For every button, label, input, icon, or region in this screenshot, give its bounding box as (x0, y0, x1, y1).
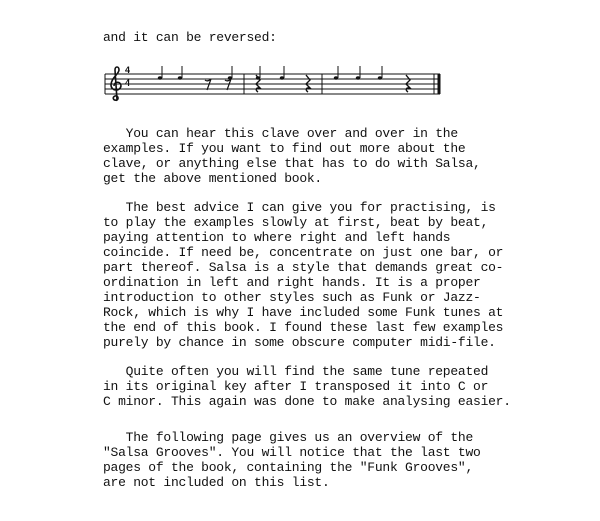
paragraph-2-line-5: part thereof. Salsa is a style that demands great co- (103, 260, 504, 275)
paragraph-2-line-6: ordination in left and right hands. It is a proper (103, 275, 481, 290)
paragraph-4-line-1: The following page gives us an overview of the (103, 430, 474, 445)
paragraph-2-line-1: The best advice I can give you for practising, is (103, 200, 496, 215)
paragraph-1-line-2: examples. If you want to find out more about the (103, 141, 466, 156)
paragraph-2-line-8: Rock, which is why I have included some Funk tunes at (103, 305, 504, 320)
intro-line: and it can be reversed: (103, 30, 277, 45)
paragraph-4-line-3: pages of the book, containing the "Funk Grooves", (103, 460, 474, 475)
paragraph-3-line-2: in its original key after I transposed it into C or (103, 379, 489, 394)
paragraph-3-line-3: C minor. This again was done to make analysing easier. (103, 394, 511, 409)
paragraph-1-line-1: You can hear this clave over and over in the (103, 126, 458, 141)
paragraph-2-line-2: to play the examples slowly at first, beat by beat, (103, 215, 489, 230)
paragraph-1-line-4: get the above mentioned book. (103, 171, 322, 186)
paragraph-2-line-3: paying attention to where right and left hands (103, 230, 451, 245)
time-signature-top: 4 (125, 65, 131, 75)
paragraph-2-line-4: coincide. If need be, concentrate on just one bar, or (103, 245, 504, 260)
paragraph-2-line-10: purely by chance in some obscure computer midi-file. (103, 335, 496, 350)
paragraph-2-line-9: the end of this book. I found these last few examples (103, 320, 504, 335)
paragraph-1-line-3: clave, or anything else that has to do with Salsa, (103, 156, 481, 171)
clave-notation (100, 58, 460, 108)
time-signature-bottom: 4 (125, 78, 131, 88)
paragraph-4-line-2: "Salsa Grooves". You will notice that the last two (103, 445, 481, 460)
paragraph-4-line-4: are not included on this list. (103, 475, 330, 490)
paragraph-3-line-1: Quite often you will find the same tune repeated (103, 364, 489, 379)
paragraph-2-line-7: introduction to other styles such as Funk or Jazz- (103, 290, 481, 305)
staff-lines (105, 74, 440, 94)
note-stems (162, 66, 382, 78)
